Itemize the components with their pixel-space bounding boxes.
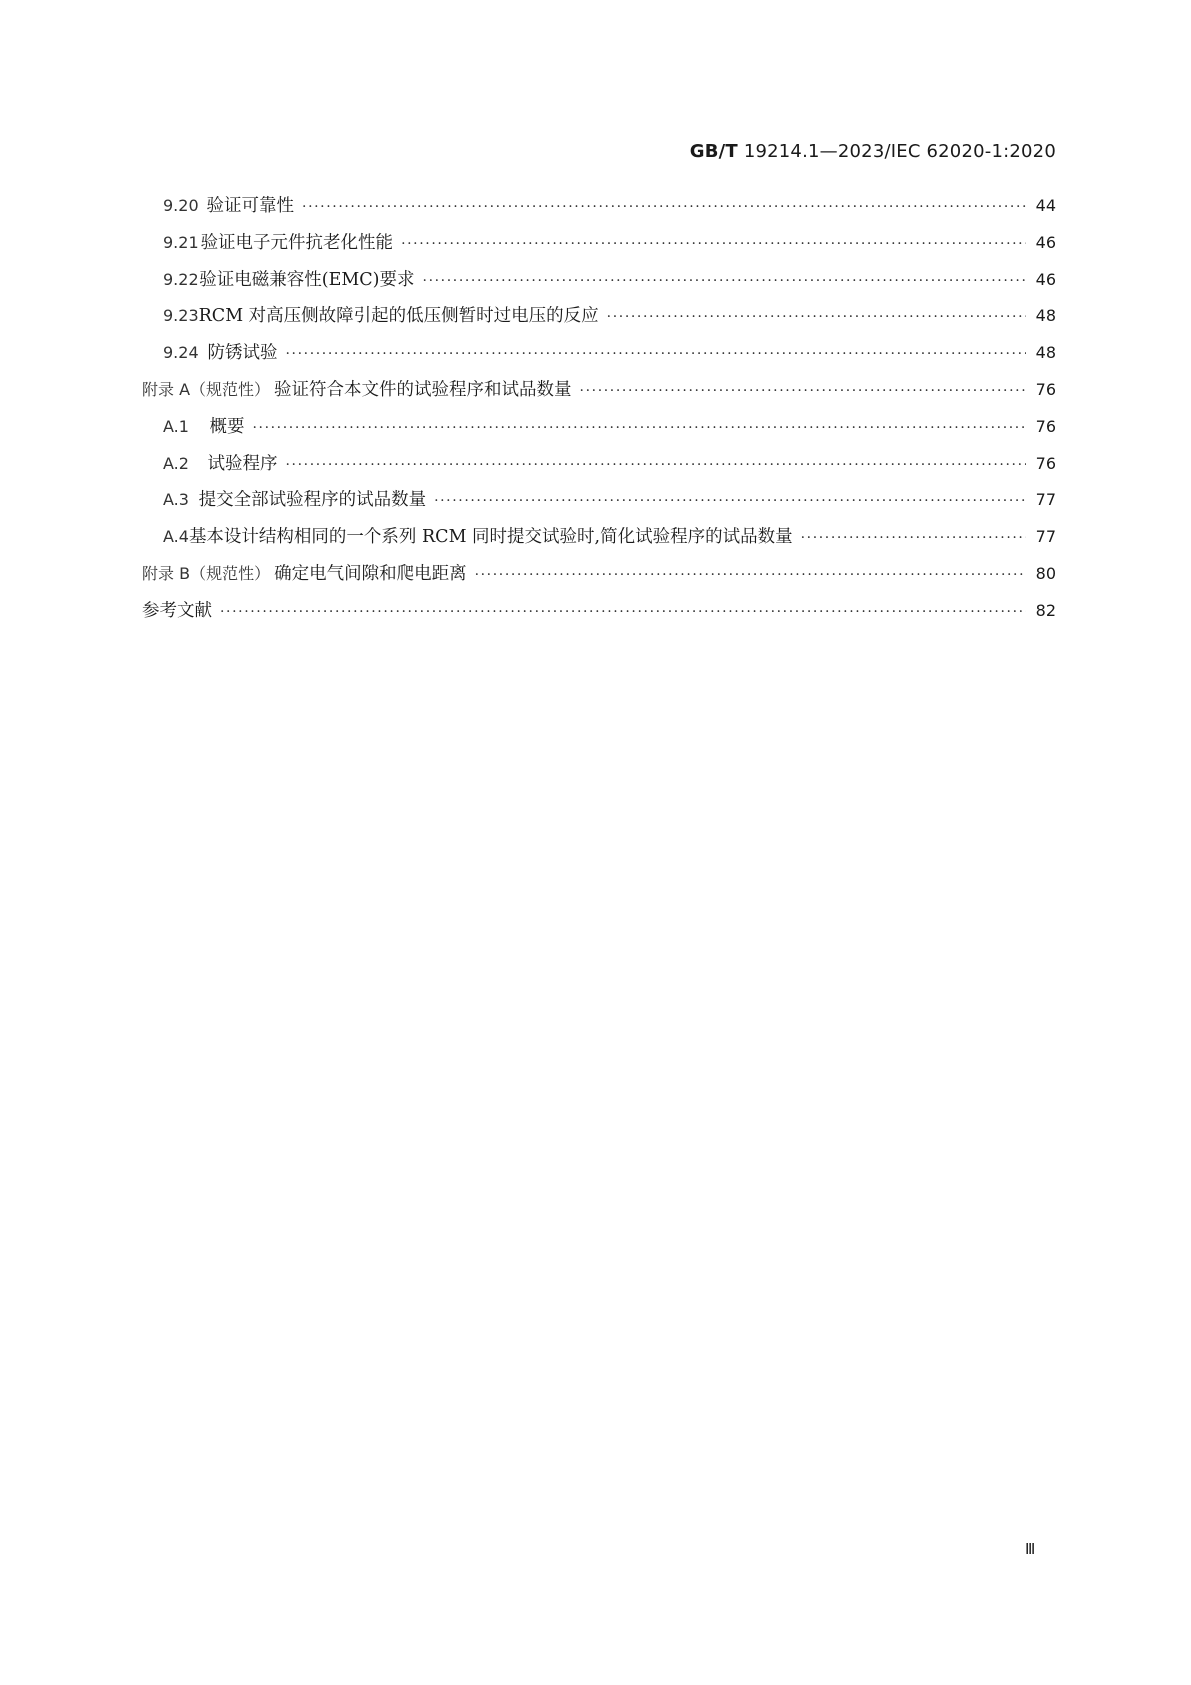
toc-entry-title: RCM 对高压侧故障引起的低压侧暂时过电压的反应 [198,306,599,327]
toc-entry-page: 48 [1035,306,1056,326]
toc-entry-9-20[interactable] [142,192,1056,229]
toc-entry-title: 验证电磁兼容性(EMC)要求 [199,269,415,290]
toc-dot-leader [401,236,1026,252]
toc-entry-title: 提交全部试验程序的试品数量 [198,490,427,511]
toc-entry-bibliography[interactable] [142,597,1056,634]
table-of-contents [142,192,1056,634]
toc-dot-leader [252,420,1026,436]
toc-entry-page: 77 [1035,490,1056,510]
toc-entry-title: 试验程序 [207,453,278,474]
toc-dot-leader [220,604,1026,620]
toc-entry-title: 确定电气间隙和爬电距离 [274,563,467,584]
toc-entry-annex-b[interactable] [142,560,1056,597]
toc-dot-leader [423,273,1026,289]
toc-entry-page: 76 [1035,453,1056,473]
toc-entry-a-3[interactable] [142,486,1056,523]
toc-dot-leader [607,309,1026,325]
standard-number: 19214.1—2023/IEC 62020-1:2020 [743,141,1056,162]
toc-entry-a-4[interactable] [142,523,1056,560]
toc-annex-label: 附录 B（规范性） [142,563,271,583]
toc-dot-leader [302,199,1026,215]
toc-entry-title: 验证电子元件抗老化性能 [200,232,394,253]
toc-entry-page: 46 [1035,269,1056,289]
page-number: Ⅲ [1025,1540,1036,1558]
toc-entry-page: 48 [1035,343,1056,363]
standard-code: GB/T [689,141,738,162]
toc-entry-title: 防锈试验 [207,343,278,364]
toc-entry-title: 参考文献 [142,600,212,621]
toc-entry-9-23[interactable] [142,302,1056,339]
toc-entry-page: 46 [1035,232,1056,252]
toc-annex-label: 附录 A（规范性） [142,379,271,399]
toc-entry-page: 76 [1035,379,1056,399]
toc-dot-leader [434,493,1026,509]
toc-entry-title: 验证可靠性 [206,196,295,216]
toc-entry-page: 76 [1035,416,1056,436]
toc-entry-title: 验证符合本文件的试验程序和试品数量 [274,379,572,400]
toc-entry-title: 基本设计结构相同的一个系列 RCM 同时提交试验时,简化试验程序的试品数量 [188,527,793,548]
toc-dot-leader [580,383,1026,399]
toc-entry-9-24[interactable] [142,339,1056,376]
toc-entry-a-1[interactable] [142,413,1056,450]
toc-dot-leader [286,346,1027,362]
toc-entry-page: 44 [1035,196,1056,215]
toc-entry-number: A.2 [163,453,189,473]
toc-entry-number: 9.24 [163,343,199,363]
toc-entry-number: A.4 [163,527,189,547]
toc-entry-number: 9.23 [163,306,199,326]
toc-entry-number: 9.21 [163,232,199,252]
toc-entry-9-21[interactable] [142,229,1056,266]
toc-dot-leader [475,567,1026,583]
toc-dot-leader [286,457,1027,473]
toc-entry-number: 9.22 [163,269,199,289]
toc-entry-page: 80 [1035,563,1056,583]
toc-entry-a-2[interactable] [142,450,1056,487]
toc-entry-page: 82 [1035,600,1056,620]
toc-entry-number: 9.20 [163,196,199,215]
toc-entry-annex-a[interactable] [142,376,1056,413]
toc-entry-title: 概要 [209,416,245,437]
standard-header [690,141,1056,162]
toc-entry-number: A.1 [163,416,189,436]
toc-dot-leader [801,530,1026,546]
toc-entry-page: 77 [1035,527,1056,547]
toc-entry-9-22[interactable] [142,266,1056,303]
toc-entry-number: A.3 [163,490,189,510]
